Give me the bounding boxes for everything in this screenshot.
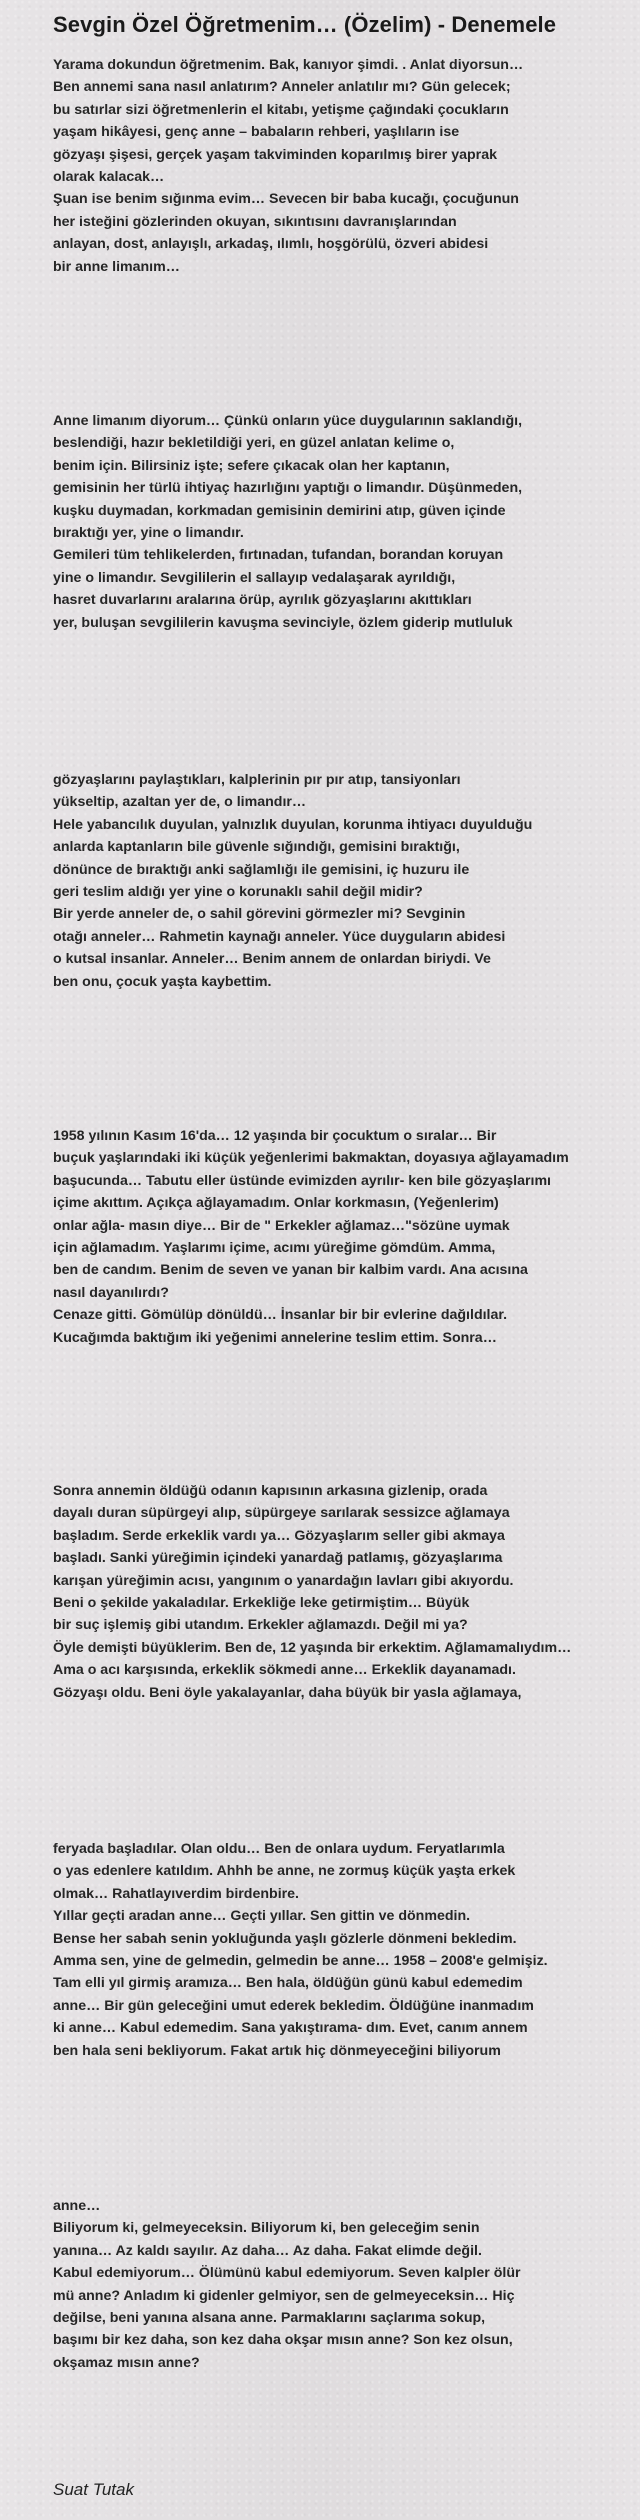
paragraph-4 <box>53 1125 640 1349</box>
text-line: Ama o acı karşısında, erkeklik sökmedi anne… Erkeklik dayanamadı. <box>53 1662 516 1679</box>
text-line: yine o limandır. Sevgililerin el sallayıp vedalaşarak ayrıldığı, <box>53 569 456 586</box>
text-line: Öyle demişti büyüklerim. Ben de, 12 yaşında bir erkektim. Ağlamamalıydım… <box>53 1639 572 1656</box>
text-line: ben de candım. Benim de seven ve yanan bir kalbim vardı. Ana acısına <box>53 1262 528 1279</box>
text-line: gemisinin her türlü ihtiyaç hazırlığını yaptığı o limandır. Düşünmeden, <box>53 480 523 497</box>
text-line: ki anne… Kabul edemedim. Sana yakıştırama- dım. Evet, canım annem <box>53 2020 528 2037</box>
text-line: karışan yüreğimin acısı, yangınım o yanardağın lavları gibi akıyordu. <box>53 1572 514 1589</box>
text-line: her isteğini gözlerinden okuyan, sıkıntısını davranışlarından <box>53 213 457 230</box>
text-line: hasret duvarlarını aralarına örüp, ayrılık gözyaşlarını akıttıkları <box>53 592 472 609</box>
page-title: Sevgin Özel Öğretmenim… (Özelim) - Denemele <box>53 12 557 37</box>
text-line: başladı. Sanki yüreğimin içindeki yanardağ patlamış, gözyaşlarıma <box>53 1550 503 1567</box>
text-line: ben hala seni bekliyorum. Fakat artık hiç dönmeyeceğini biliyorum <box>53 2042 501 2059</box>
text-line: Anne limanım diyorum… Çünkü onların yüce duygularının saklandığı, <box>53 413 523 429</box>
text-line: Biliyorum ki, gelmeyeceksin. Biliyorum ki, ben geleceğim senin <box>53 2220 480 2237</box>
text-line: başladım. Serde erkeklik vardı ya… Gözyaşlarım seller gibi akmaya <box>53 1527 505 1544</box>
text-line: anlayan, dost, anlayışlı, arkadaş, ılımlı, hoşgörülü, özveri abidesi <box>53 236 489 253</box>
text-line: anlarda kaptanların bile güvenle sığındığı, gemisini bıraktığı, <box>53 839 460 856</box>
text-line: anne… <box>53 2198 101 2214</box>
text-line: Gemileri tüm tehlikelerden, fırtınadan, tufandan, borandan koruyan <box>53 547 504 564</box>
text-line: Sonra annemin öldüğü odanın kapısının arkasına gizlenip, orada <box>53 1483 488 1499</box>
text-line: içime akıttım. Açıkça ağlayamadım. Onlar korkmasın, (Yeğenlerim) <box>53 1195 499 1212</box>
text-line: buçuk yaşlarındaki iki küçük yeğenlerimi bakmaktan, doyasıya ağlayamadım <box>53 1150 569 1167</box>
text-line: bıraktığı yer, yine o limandır. <box>53 524 244 541</box>
text-line: Beni o şekilde yakaladılar. Erkekliğe leke getirmiştim… Büyük <box>53 1594 470 1611</box>
text-line: Yarama dokundun öğretmenim. Bak, kanıyor şimdi. . Anlat diyorsun… <box>53 57 524 73</box>
paragraph-5 <box>53 1480 640 1704</box>
text-line: yer, buluşan sevgililerin kavuşma sevinciyle, özlem giderip mutluluk <box>53 614 513 631</box>
text-line: Yıllar geçti aradan anne… Geçti yıllar. Sen gittin ve dönmedin. <box>53 1908 471 1925</box>
text-line: Hele yabancılık duyulan, yalnızlık duyulan, korunma ihtiyacı duyulduğu <box>53 816 533 833</box>
text-line: ben onu, çocuk yaşta kaybettim. <box>53 973 272 990</box>
text-line: anne… Bir gün geleceğini umut ederek bekledim. Öldüğüne inanmadım <box>53 1997 534 2014</box>
text-line: bu satırlar sizi öğretmenlerin el kitabı, yetişme çağındaki çocukların <box>53 101 509 118</box>
text-line: Kabul edemiyorum… Ölümünü kabul edemiyorum. Seven kalpler ölür <box>53 2265 521 2282</box>
text-line: olarak kalacak… <box>53 168 165 185</box>
text-line: otağı anneler… Rahmetin kaynağı anneler. Yüce duyguların abidesi <box>53 928 506 945</box>
text-line: geri teslim aldığı yer yine o korunaklı sahil değil midir? <box>53 883 423 900</box>
text-line: Tam elli yıl girmiş aramıza… Ben hala, öldüğün günü kabul edemedim <box>53 1975 523 1992</box>
author-signature: Suat Tutak <box>53 2480 134 2499</box>
text-line: Kucağımda baktığım iki yeğenimi annelerine teslim ettim. Sonra… <box>53 1329 497 1346</box>
text-line: feryada başladılar. Olan oldu… Ben de onlara uydum. Feryatlarımla <box>53 1841 505 1857</box>
text-line: o yas edenlere katıldım. Ahhh be anne, ne zormuş küçük yaşta erkek <box>53 1863 516 1880</box>
text-line: yükseltip, azaltan yer de, o limandır… <box>53 794 307 811</box>
text-line: Bir yerde anneler de, o sahil görevini görmezler mi? Sevginin <box>53 906 466 923</box>
text-line: kuşku duymadan, korkmadan gemisinin demirini atıp, güven içinde <box>53 502 506 519</box>
text-line: Bense her sabah senin yokluğunda yaşlı gözlerle dönmeni bekledim. <box>53 1930 517 1947</box>
text-line: dönünce de bıraktığı anki sağlamlığı ile gemisini, iç huzuru ile <box>53 861 470 878</box>
text-line: bir anne limanım… <box>53 258 180 275</box>
paragraph-6 <box>53 1838 640 2062</box>
paragraph-3 <box>53 769 640 993</box>
text-line: başımı bir kez daha, son kez daha okşar mısın anne? Son kez olsun, <box>53 2332 513 2349</box>
text-line: gözyaşı şişesi, gerçek yaşam takviminden koparılmış birer yaprak <box>53 146 497 163</box>
text-line: Ben annemi sana nasıl anlatırım? Anneler anlatılır mı? Gün gelecek; <box>53 79 511 96</box>
text-line: 1958 yılının Kasım 16'da… 12 yaşında bir çocuktum o sıralar… Bir <box>53 1128 497 1144</box>
text-line: nasıl dayanılırdı? <box>53 1284 169 1301</box>
text-line: bir suç işlemiş gibi utandım. Erkekler ağlamazdı. Değil mi ya? <box>53 1617 468 1634</box>
text-line: değilse, beni yanına alsana anne. Parmaklarını saçlarıma sokup, <box>53 2309 486 2326</box>
text-line: beslendiği, hazır bekletildiği yeri, en güzel anlatan kelime o, <box>53 435 455 452</box>
text-line: olmak… Rahatlayıverdim birdenbire. <box>53 1885 299 1902</box>
text-line: mü anne? Anladım ki gidenler gelmiyor, sen de gelmeyeceksin… Hiç <box>53 2287 515 2304</box>
text-line: başucunda… Tabutu eller üstünde evimizden ayrılır- ken bile gözyaşlarımı <box>53 1172 552 1189</box>
text-line: Amma sen, yine de gelmedin, gelmedin be anne… 1958 – 2008'e gelmişiz. <box>53 1952 548 1969</box>
paragraph-7 <box>53 2195 640 2374</box>
text-line: gözyaşlarını paylaştıkları, kalplerinin pır pır atıp, tansiyonları <box>53 772 461 788</box>
text-line: için ağlamadım. Yaşlarımı içime, acımı yüreğime gömdüm. Amma, <box>53 1239 496 1256</box>
text-line: okşamaz mısın anne? <box>53 2354 200 2371</box>
text-line: Cenaze gitti. Gömülüp dönüldü… İnsanlar bir bir evlerine dağıldılar. <box>53 1307 508 1324</box>
text-line: onlar ağla- masın diye… Bir de " Erkekler ağlamaz…"sözüne uymak <box>53 1217 510 1234</box>
text-line: o kutsal insanlar. Anneler… Benim annem de onlardan biriydi. Ve <box>53 951 491 968</box>
text-line: yanına… Az kaldı sayılır. Az daha… Az daha. Fakat elimde değil. <box>53 2242 482 2259</box>
text-line: benim için. Bilirsiniz işte; sefere çıkacak olan her kaptanın, <box>53 457 450 474</box>
paragraph-1 <box>53 54 640 278</box>
text-line: dayalı duran süpürgeyi alıp, süpürgeye sarılarak sessizce ağlamaya <box>53 1505 510 1522</box>
text-line: Gözyaşı oldu. Beni öyle yakalayanlar, daha büyük bir yasla ağlamaya, <box>53 1684 522 1701</box>
paragraph-2 <box>53 410 640 634</box>
text-line: Şuan ise benim sığınma evim… Sevecen bir baba kucağı, çocuğunun <box>53 191 519 208</box>
text-line: yaşam hikâyesi, genç anne – babaların rehberi, yaşlıların ise <box>53 124 460 141</box>
